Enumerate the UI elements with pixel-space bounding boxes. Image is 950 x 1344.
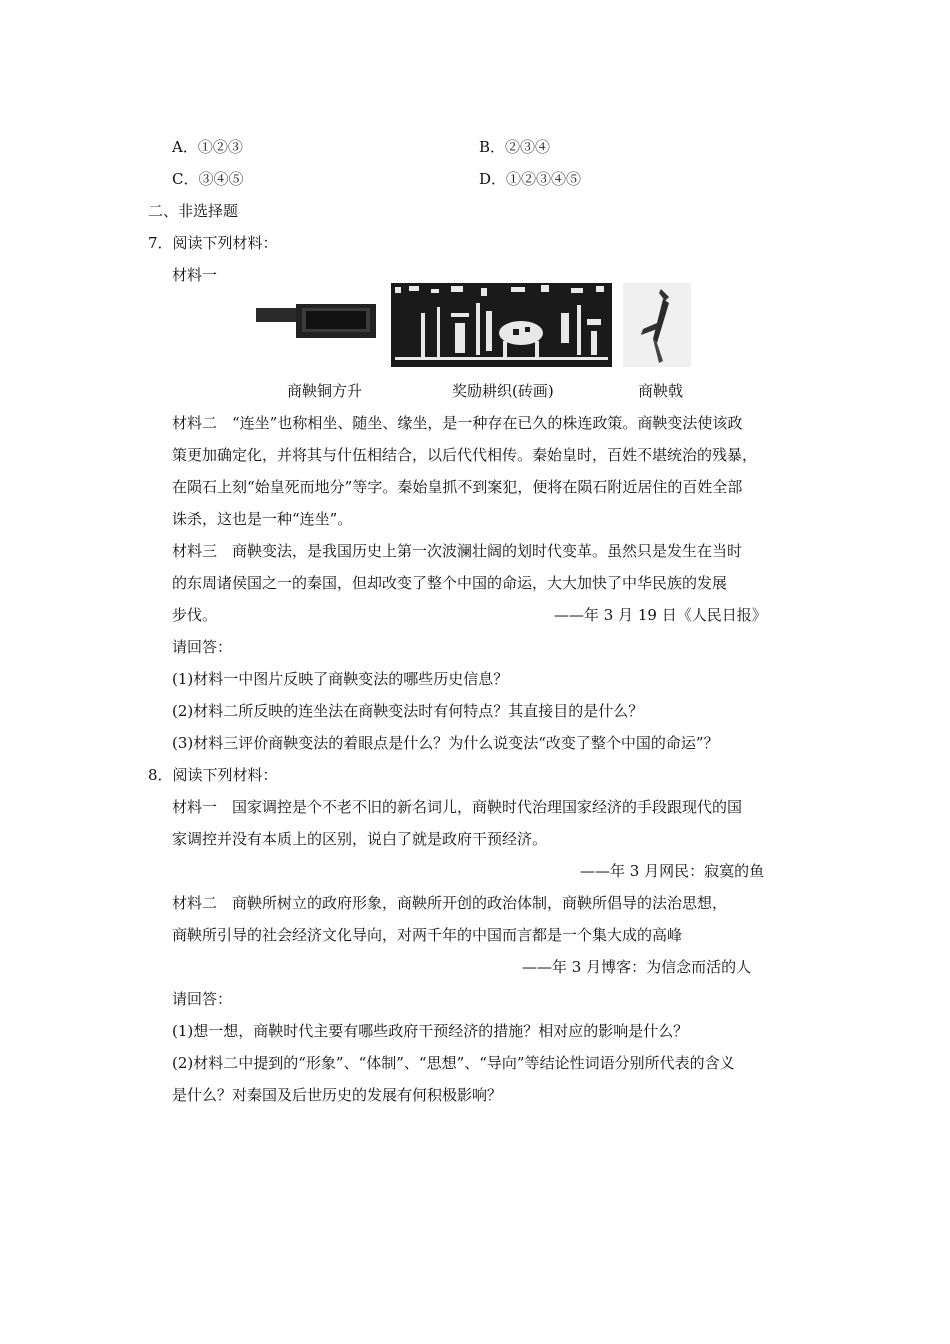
q7-ask: 请回答： [172,638,233,656]
q7-material3-line: 的东周诸侯国之一的秦国，但却改变了整个中国的命运，大大加快了中华民族的发展 [172,574,728,592]
q8-material1-source: ——年 3 月网民：寂寞的鱼 [580,862,765,880]
q8-question: (1)想一想，商鞅时代主要有哪些政府干预经济的措施？相对应的影响是什么？ [172,1022,689,1040]
option-b: B．②③④ [479,138,551,156]
halberd-image [623,283,691,367]
option-c: C．③④⑤ [172,170,244,188]
q7-material2-line: 在陨石上刻“始皇死而地分”等字。秦始皇抓不到案犯，便将在陨石附近居住的百姓全部 [172,478,743,496]
option-d: D．①②③④⑤ [479,170,582,188]
q7-question: (3)材料三评价商鞅变法的着眼点是什么？为什么说变法“改变了整个中国的命运”？ [172,734,719,752]
q7-material1-label: 材料一 [172,266,218,284]
q7-question: (1)材料一中图片反映了商鞅变法的哪些历史信息？ [172,670,509,688]
q8-material1-line: 家调控并没有本质上的区别，说白了就是政府干预经济。 [172,830,548,848]
q7-stem: 7．阅读下列材料： [148,234,278,252]
q8-material2-source: ——年 3 月博客：为信念而活的人 [522,958,752,976]
caption-bronze-measure: 商鞅铜方升 [287,382,363,400]
q7-material3-source: ——年 3 月 19 日《人民日报》 [554,606,767,624]
q8-material2-line: 材料二 商鞅所树立的政府形象，商鞅所开创的政治体制，商鞅所倡导的法治思想， [172,894,728,912]
q7-material3-line: 步伐。 [172,606,218,624]
q8-material2-line: 商鞅所引导的社会经济文化导向，对两千年的中国而言都是一个集大成的高峰 [172,926,683,944]
q8-question: (2)材料二中提到的“形象”、“体制”、“思想”、“导向”等结论性词语分别所代表的含义 [172,1054,735,1072]
q7-material2-line: 策更加确定化，并将其与什伍相结合，以后代代相传。秦始皇时，百姓不堪统治的残暴， [172,446,758,464]
caption-halberd: 商鞅戟 [638,382,684,400]
q8-question: 是什么？对秦国及后世历史的发展有何积极影响？ [172,1086,503,1104]
q7-material2-line: 材料二 “连坐”也称相坐、随坐、缘坐，是一种存在已久的株连政策。商鞅变法使该政 [172,414,743,432]
option-a: A．①②③ [172,138,243,156]
bronze-measure-image [256,302,378,342]
q8-stem: 8．阅读下列材料： [148,766,278,784]
q7-material3-line: 材料三 商鞅变法，是我国历史上第一次波澜壮阔的划时代变革。虽然只是发生在当时 [172,542,743,560]
section-title: 二、非选择题 [148,202,239,220]
q8-ask: 请回答： [172,990,233,1008]
caption-brick-painting: 奖励耕织(砖画) [452,382,554,400]
q7-question: (2)材料二所反映的连坐法在商鞅变法时有何特点？其直接目的是什么？ [172,702,644,720]
brick-painting-image [391,283,612,367]
q8-material1-line: 材料一 国家调控是个不老不旧的新名词儿，商鞅时代治理国家经济的手段跟现代的国 [172,798,743,816]
q7-material2-line: 诛杀，这也是一种“连坐”。 [172,510,353,528]
